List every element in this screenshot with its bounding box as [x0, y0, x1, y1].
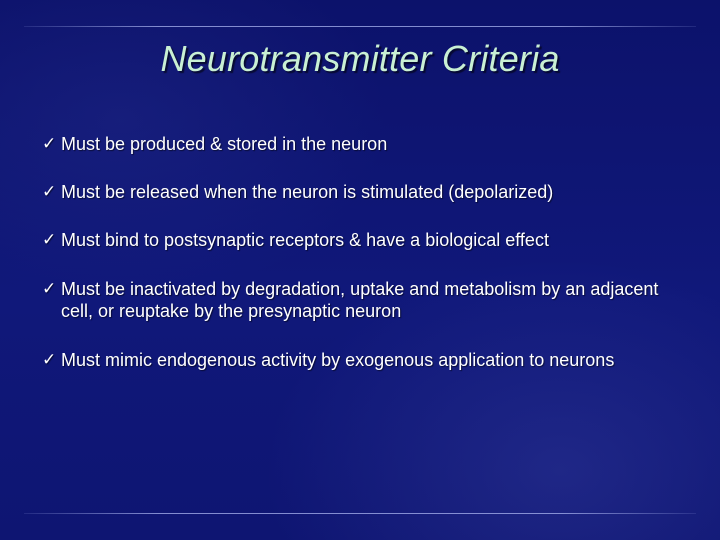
bottom-divider — [24, 513, 696, 514]
check-icon: ✓ — [42, 350, 57, 370]
check-icon: ✓ — [42, 182, 57, 202]
bullet-item — [42, 349, 692, 371]
bullet-text: Must mimic endogenous activity by exogenous application to neurons — [61, 350, 615, 370]
bullet-text: Must be inactivated by degradation, uptake and metabolism by an adjacent cell, or reuptake by the presynaptic neuron — [61, 279, 659, 321]
bullet-text: Must be produced & stored in the neuron — [61, 134, 388, 154]
top-divider — [24, 26, 696, 27]
bullet-text: Must be released when the neuron is stimulated (depolarized) — [61, 182, 554, 202]
check-icon: ✓ — [42, 134, 57, 154]
bullet-item — [42, 133, 692, 155]
check-icon: ✓ — [42, 279, 57, 299]
bullet-text: Must bind to postsynaptic receptors & have a biological effect — [61, 230, 549, 250]
check-icon: ✓ — [42, 230, 57, 250]
slide-title: Neurotransmitter Criteria — [160, 38, 560, 79]
bullet-item — [42, 278, 692, 322]
bullet-item — [42, 181, 692, 203]
bullet-item — [42, 229, 692, 251]
